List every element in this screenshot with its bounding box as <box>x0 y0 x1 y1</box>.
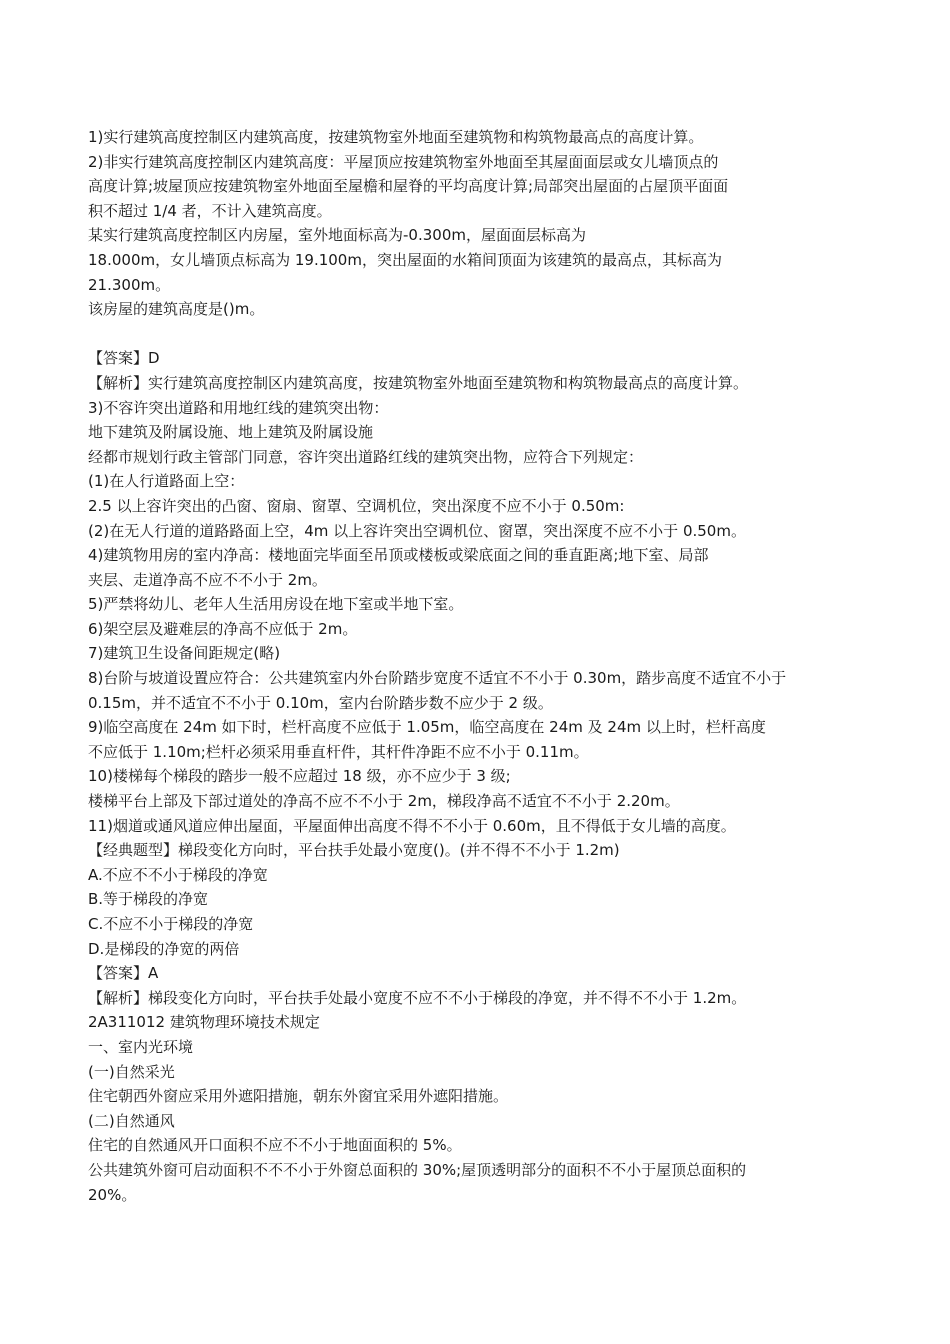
text-line: 该房屋的建筑高度是()m。 <box>88 300 265 319</box>
subsection-heading: (二)自然通风 <box>88 1111 175 1130</box>
text-line: 11)烟道或通风道应伸出屋面，平屋面伸出高度不得不不小于 0.60m，且不得低于女儿墙的高度。 <box>88 816 736 835</box>
text-line: 21.300m。 <box>88 275 171 294</box>
text-line: 3)不容许突出道路和用地红线的建筑突出物： <box>88 398 389 417</box>
text-line: 8)台阶与坡道设置应符合：公共建筑室内外台阶踏步宽度不适宜不不小于 0.30m，踏步高度不适宜不小于 <box>88 669 787 688</box>
answer-line: 【答案】A <box>88 964 159 983</box>
option-d: D.是梯段的净宽的两倍 <box>88 939 240 958</box>
question-line: 【经典题型】梯段变化方向时，平台扶手处最小宽度()。(并不得不不小于 1.2m) <box>88 841 620 860</box>
text-line: 18.000m，女儿墙顶点标高为 19.100m，突出屋面的水箱间顶面为该建筑的最高点，其标高为 <box>88 250 722 269</box>
document-body <box>88 125 878 1207</box>
text-line: 住宅的自然通风开口面积不应不不小于地面面积的 5%。 <box>88 1136 462 1155</box>
text-line: 6)架空层及避难层的净高不应低于 2m。 <box>88 619 358 638</box>
text-line: 1)实行建筑高度控制区内建筑高度，按建筑物室外地面至建筑物和构筑物最高点的高度计算。 <box>88 128 704 146</box>
text-line: 9)临空高度在 24m 如下时，栏杆高度不应低于 1.05m，临空高度在 24m 及 24m 以上时，栏杆高度 <box>88 718 766 737</box>
option-c: C.不应不小于梯段的净宽 <box>88 915 254 933</box>
text-line: 住宅朝西外窗应采用外遮阳措施，朝东外窗宜采用外遮阳措施。 <box>88 1087 509 1106</box>
text-line: 0.15m，并不适宜不不小于 0.10m，室内台阶踏步数不应少于 2 级。 <box>88 693 553 712</box>
text-line: 4)建筑物用房的室内净高：楼地面完毕面至吊顶或楼板或梁底面之间的垂直距离;地下室、局部 <box>88 546 709 565</box>
explanation-line: 【解析】梯段变化方向时，平台扶手处最小宽度不应不不小于梯段的净宽，并不得不不小于 1.2m。 <box>88 988 747 1007</box>
explanation-line: 【解析】实行建筑高度控制区内建筑高度，按建筑物室外地面至建筑物和构筑物最高点的高度计算。 <box>88 373 749 392</box>
text-line: 7)建筑卫生设备间距规定(略) <box>88 644 281 663</box>
text-line: 公共建筑外窗可启动面积不不不小于外窗总面积的 30%;屋顶透明部分的面积不不小于屋顶总面积的 <box>88 1160 747 1179</box>
text-line: (2)在无人行道的道路路面上空，4m 以上容许突出空调机位、窗罩，突出深度不应不小于 0.50m。 <box>88 521 746 540</box>
text-line: 2.5 以上容许突出的凸窗、窗扇、窗罩、空调机位，突出深度不应不小于 0.50m: <box>88 496 625 515</box>
text-line: 积不超过 1/4 者，不计入建筑高度。 <box>88 201 332 220</box>
answer-line: 【答案】D <box>88 349 160 368</box>
subsection-heading: 一、室内光环境 <box>88 1037 194 1056</box>
text-line: 夹层、走道净高不应不不小于 2m。 <box>88 570 327 589</box>
text-line: 20%。 <box>88 1185 137 1204</box>
text-line: 5)严禁将幼儿、老年人生活用房设在地下室或半地下室。 <box>88 595 464 614</box>
blank-line <box>88 322 878 347</box>
text-line: 经都市规划行政主管部门同意，容许突出道路红线的建筑突出物，应符合下列规定： <box>88 447 644 466</box>
subsection-heading: (一)自然采光 <box>88 1062 175 1081</box>
text-line: (1)在人行道路面上空： <box>88 472 245 491</box>
section-heading: 2A311012 建筑物理环境技术规定 <box>88 1013 320 1032</box>
text-line: 高度计算;坡屋顶应按建筑物室外地面至屋檐和屋脊的平均高度计算;局部突出屋面的占屋顶平面面 <box>88 177 729 196</box>
option-b: B.等于梯段的净宽 <box>88 890 209 909</box>
text-line: 某实行建筑高度控制区内房屋，室外地面标高为-0.300m，屋面面层标高为 <box>88 226 586 245</box>
text-line: 2)非实行建筑高度控制区内建筑高度：平屋顶应按建筑物室外地面至其屋面面层或女儿墙顶点的 <box>88 152 719 171</box>
text-line: 地下建筑及附属设施、地上建筑及附属设施 <box>88 423 374 442</box>
option-a: A.不应不不小于梯段的净宽 <box>88 865 268 884</box>
text-line: 楼梯平台上部及下部过道处的净高不应不不小于 2m，梯段净高不适宜不不小于 2.20m。 <box>88 792 680 811</box>
text-line: 10)楼梯每个梯段的踏步一般不应超过 18 级，亦不应少于 3 级; <box>88 767 511 786</box>
text-line: 不应低于 1.10m;栏杆必须采用垂直杆件，其杆件净距不应不小于 0.11m。 <box>88 742 589 761</box>
